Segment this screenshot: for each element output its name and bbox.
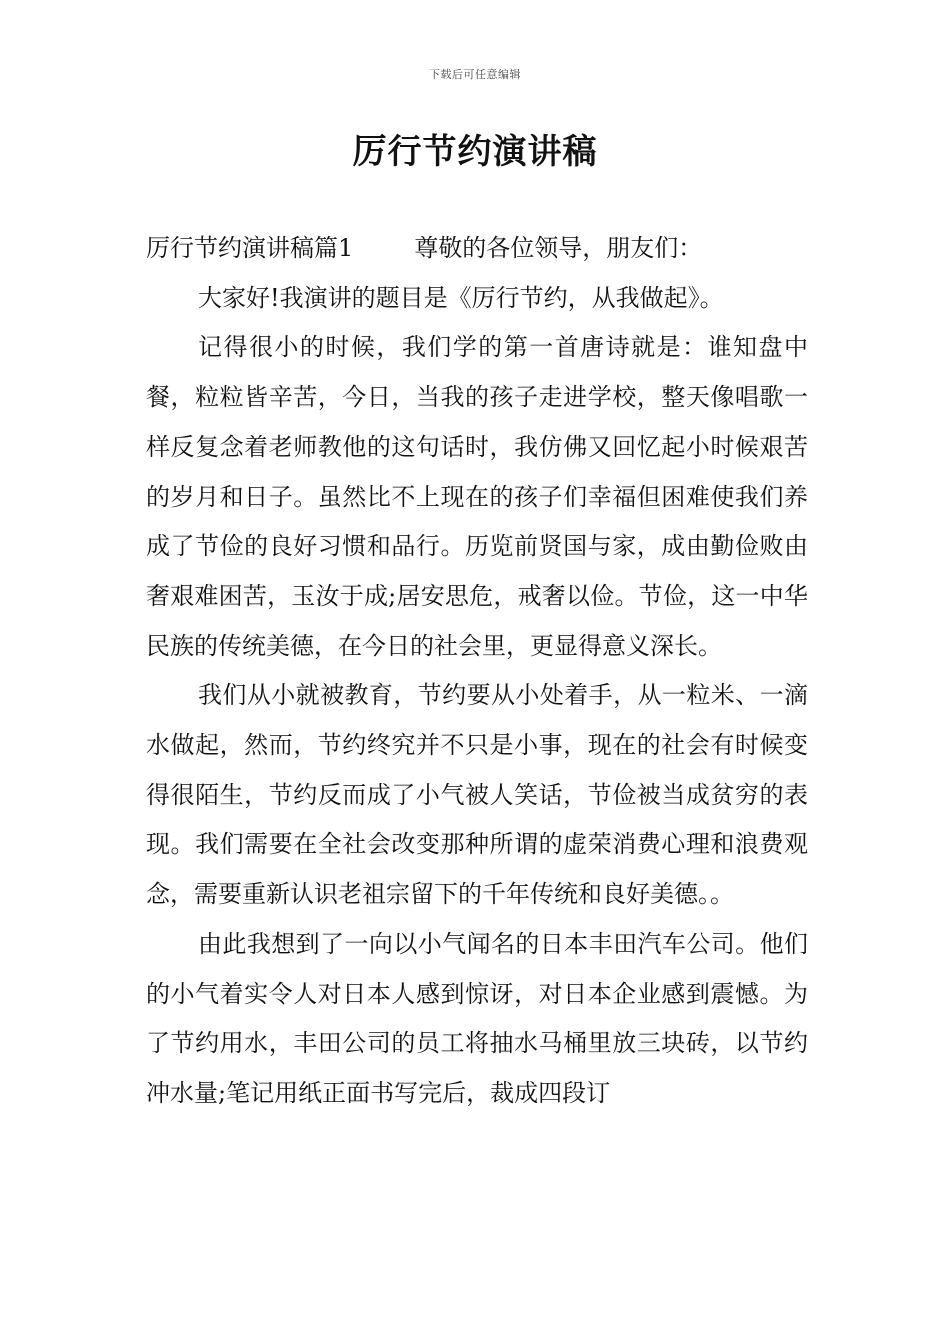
header-note: 下载后可任意编辑 bbox=[429, 68, 521, 81]
paragraph-greeting: 大家好!我演讲的题目是《厉行节约，从我做起》。 bbox=[198, 283, 724, 312]
opening-line bbox=[146, 224, 808, 274]
document-title: 厉行节约演讲稿 bbox=[352, 132, 598, 172]
document-body bbox=[146, 224, 808, 1119]
paragraph-childhood: 记得很小的时候，我们学的第一首唐诗就是：谁知盘中餐，粒粒皆辛苦，今日，当我的孩子走进学校，整天像唱歌一样反复念着老师教他的这句话时，我仿佛又回忆起小时候艰苦的岁月和日子。虽然比不上现在的孩子们幸福但困难使我们养成了节俭的良好习惯和品行。历览前贤国与家，成由勤俭败由奢艰难困苦，玉汝于成;居安思危，戒奢以俭。节俭，这一中华民族的传统美德，在今日的社会里，更显得意义深长。 bbox=[146, 333, 808, 660]
paragraph-education: 我们从小就被教育，节约要从小处着手，从一粒米、一滴水做起，然而，节约终究并不只是小事，现在的社会有时候变得很陌生，节约反而成了小气被人笑话，节俭被当成贫穷的表现。我们需要在全社会改变那种所谓的虚荣消费心理和浪费观念，需要重新认识老祖宗留下的千年传统和良好美德。。 bbox=[146, 681, 808, 909]
paragraph-toyota: 由此我想到了一向以小气闻名的日本丰田汽车公司。他们的小气着实令人对日本人感到惊讶，对日本企业感到震憾。为了节约用水，丰田公司的员工将抽水马桶里放三块砖，以节约冲水量;笔记用纸正面书写完后，裁成四段订 bbox=[146, 929, 808, 1107]
speech-subtitle: 厉行节约演讲稿篇1 bbox=[146, 234, 354, 262]
salutation: 尊敬的各位领导，朋友们： bbox=[414, 234, 703, 262]
